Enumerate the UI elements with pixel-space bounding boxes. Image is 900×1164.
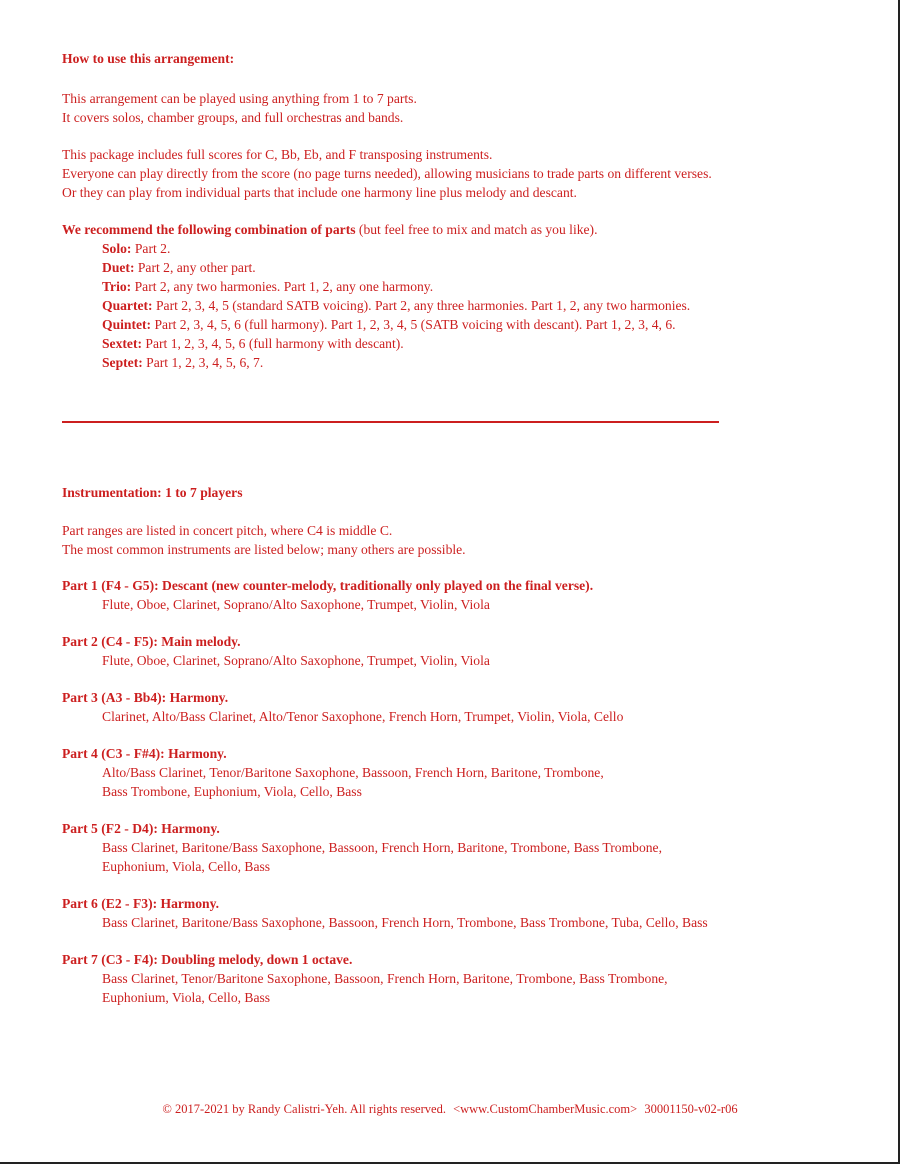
footer-url[interactable]: <www.CustomChamberMusic.com> [453,1102,638,1116]
part-3 [62,688,623,726]
part-title: Part 6 (E2 - F3): Harmony. [62,896,220,911]
recommend-intro [62,220,690,239]
instrumentation-intro-line: Part ranges are listed in concert pitch, where C4 is middle C. [62,523,393,538]
part-title: Part 1 (F4 - G5): Descant (new counter-melody, traditionally only played on the final verse). [62,578,594,593]
instrumentation-heading: Instrumentation: 1 to 7 players [62,485,243,500]
part-title: Part 5 (F2 - D4): Harmony. [62,821,220,836]
footer [0,1100,900,1119]
combo-sextet: Sextet: Part 1, 2, 3, 4, 5, 6 (full harmony with descant). [102,336,404,351]
part-2 [62,632,490,670]
usage-paragraph-2-line: Or they can play from individual parts that include one harmony line plus melody and descant. [62,185,577,200]
combo-quartet: Quartet: Part 2, 3, 4, 5 (standard SATB voicing). Part 2, any three harmonies. Part 1, 2, any two harmonies. [102,298,691,313]
usage-paragraph-2 [62,145,712,202]
part-4 [62,744,604,801]
part-title: Part 2 (C4 - F5): Main melody. [62,634,241,649]
part-instruments: Euphonium, Viola, Cello, Bass [102,859,271,874]
part-instruments: Bass Clarinet, Baritone/Bass Saxophone, Bassoon, French Horn, Baritone, Trombone, Bass Trombone, [102,840,662,855]
part-7 [62,950,668,1007]
usage-heading: How to use this arrangement: [62,51,235,66]
part-5 [62,819,662,876]
combo-septet: Septet: Part 1, 2, 3, 4, 5, 6, 7. [102,355,264,370]
recommend-rest: (but feel free to mix and match as you like). [355,222,598,237]
section-divider [62,421,719,423]
footer-code: 30001150-v02-r06 [644,1102,738,1116]
usage-paragraph-1-line: This arrangement can be played using anything from 1 to 7 parts. [62,91,417,106]
usage-paragraph-1 [62,89,417,127]
part-title: Part 3 (A3 - Bb4): Harmony. [62,690,229,705]
combo-trio: Trio: Part 2, any two harmonies. Part 1, 2, any one harmony. [102,279,434,294]
recommendations [62,220,690,372]
part-instruments: Bass Clarinet, Baritone/Bass Saxophone, Bassoon, French Horn, Trombone, Bass Trombone, Tuba, Cello, Bass [102,915,708,930]
part-title: Part 7 (C3 - F4): Doubling melody, down 1 octave. [62,952,353,967]
recommend-bold: We recommend the following combination of parts [62,222,356,237]
combo-duet: Duet: Part 2, any other part. [102,260,256,275]
part-instruments: Clarinet, Alto/Bass Clarinet, Alto/Tenor Saxophone, French Horn, Trumpet, Violin, Viola, Cello [102,709,624,724]
part-title: Part 4 (C3 - F#4): Harmony. [62,746,227,761]
part-instruments: Euphonium, Viola, Cello, Bass [102,990,271,1005]
footer-copyright: © 2017-2021 by Randy Calistri-Yeh. All rights reserved. [162,1102,446,1116]
usage-paragraph-2-line: Everyone can play directly from the score (no page turns needed), allowing musicians to trade parts on different verses. [62,166,712,181]
usage-paragraph-2-line: This package includes full scores for C, Bb, Eb, and F transposing instruments. [62,147,493,162]
instrumentation-intro-line: The most common instruments are listed below; many others are possible. [62,542,466,557]
combo-solo: Solo: Part 2. [102,241,171,256]
part-instruments: Bass Trombone, Euphonium, Viola, Cello, Bass [102,784,362,799]
instrumentation-intro [62,521,466,559]
part-6 [62,894,708,932]
usage-paragraph-1-line: It covers solos, chamber groups, and full orchestras and bands. [62,110,404,125]
part-instruments: Flute, Oboe, Clarinet, Soprano/Alto Saxophone, Trumpet, Violin, Viola [102,597,490,612]
part-instruments: Bass Clarinet, Tenor/Baritone Saxophone, Bassoon, French Horn, Baritone, Trombone, Bass Trombone, [102,971,668,986]
part-1 [62,576,593,614]
part-instruments: Flute, Oboe, Clarinet, Soprano/Alto Saxophone, Trumpet, Violin, Viola [102,653,490,668]
combo-quintet: Quintet: Part 2, 3, 4, 5, 6 (full harmony). Part 1, 2, 3, 4, 5 (SATB voicing with descant). Part 1, 2, 3, 4, 6. [102,317,676,332]
part-instruments: Alto/Bass Clarinet, Tenor/Baritone Saxophone, Bassoon, French Horn, Baritone, Trombone, [102,765,604,780]
